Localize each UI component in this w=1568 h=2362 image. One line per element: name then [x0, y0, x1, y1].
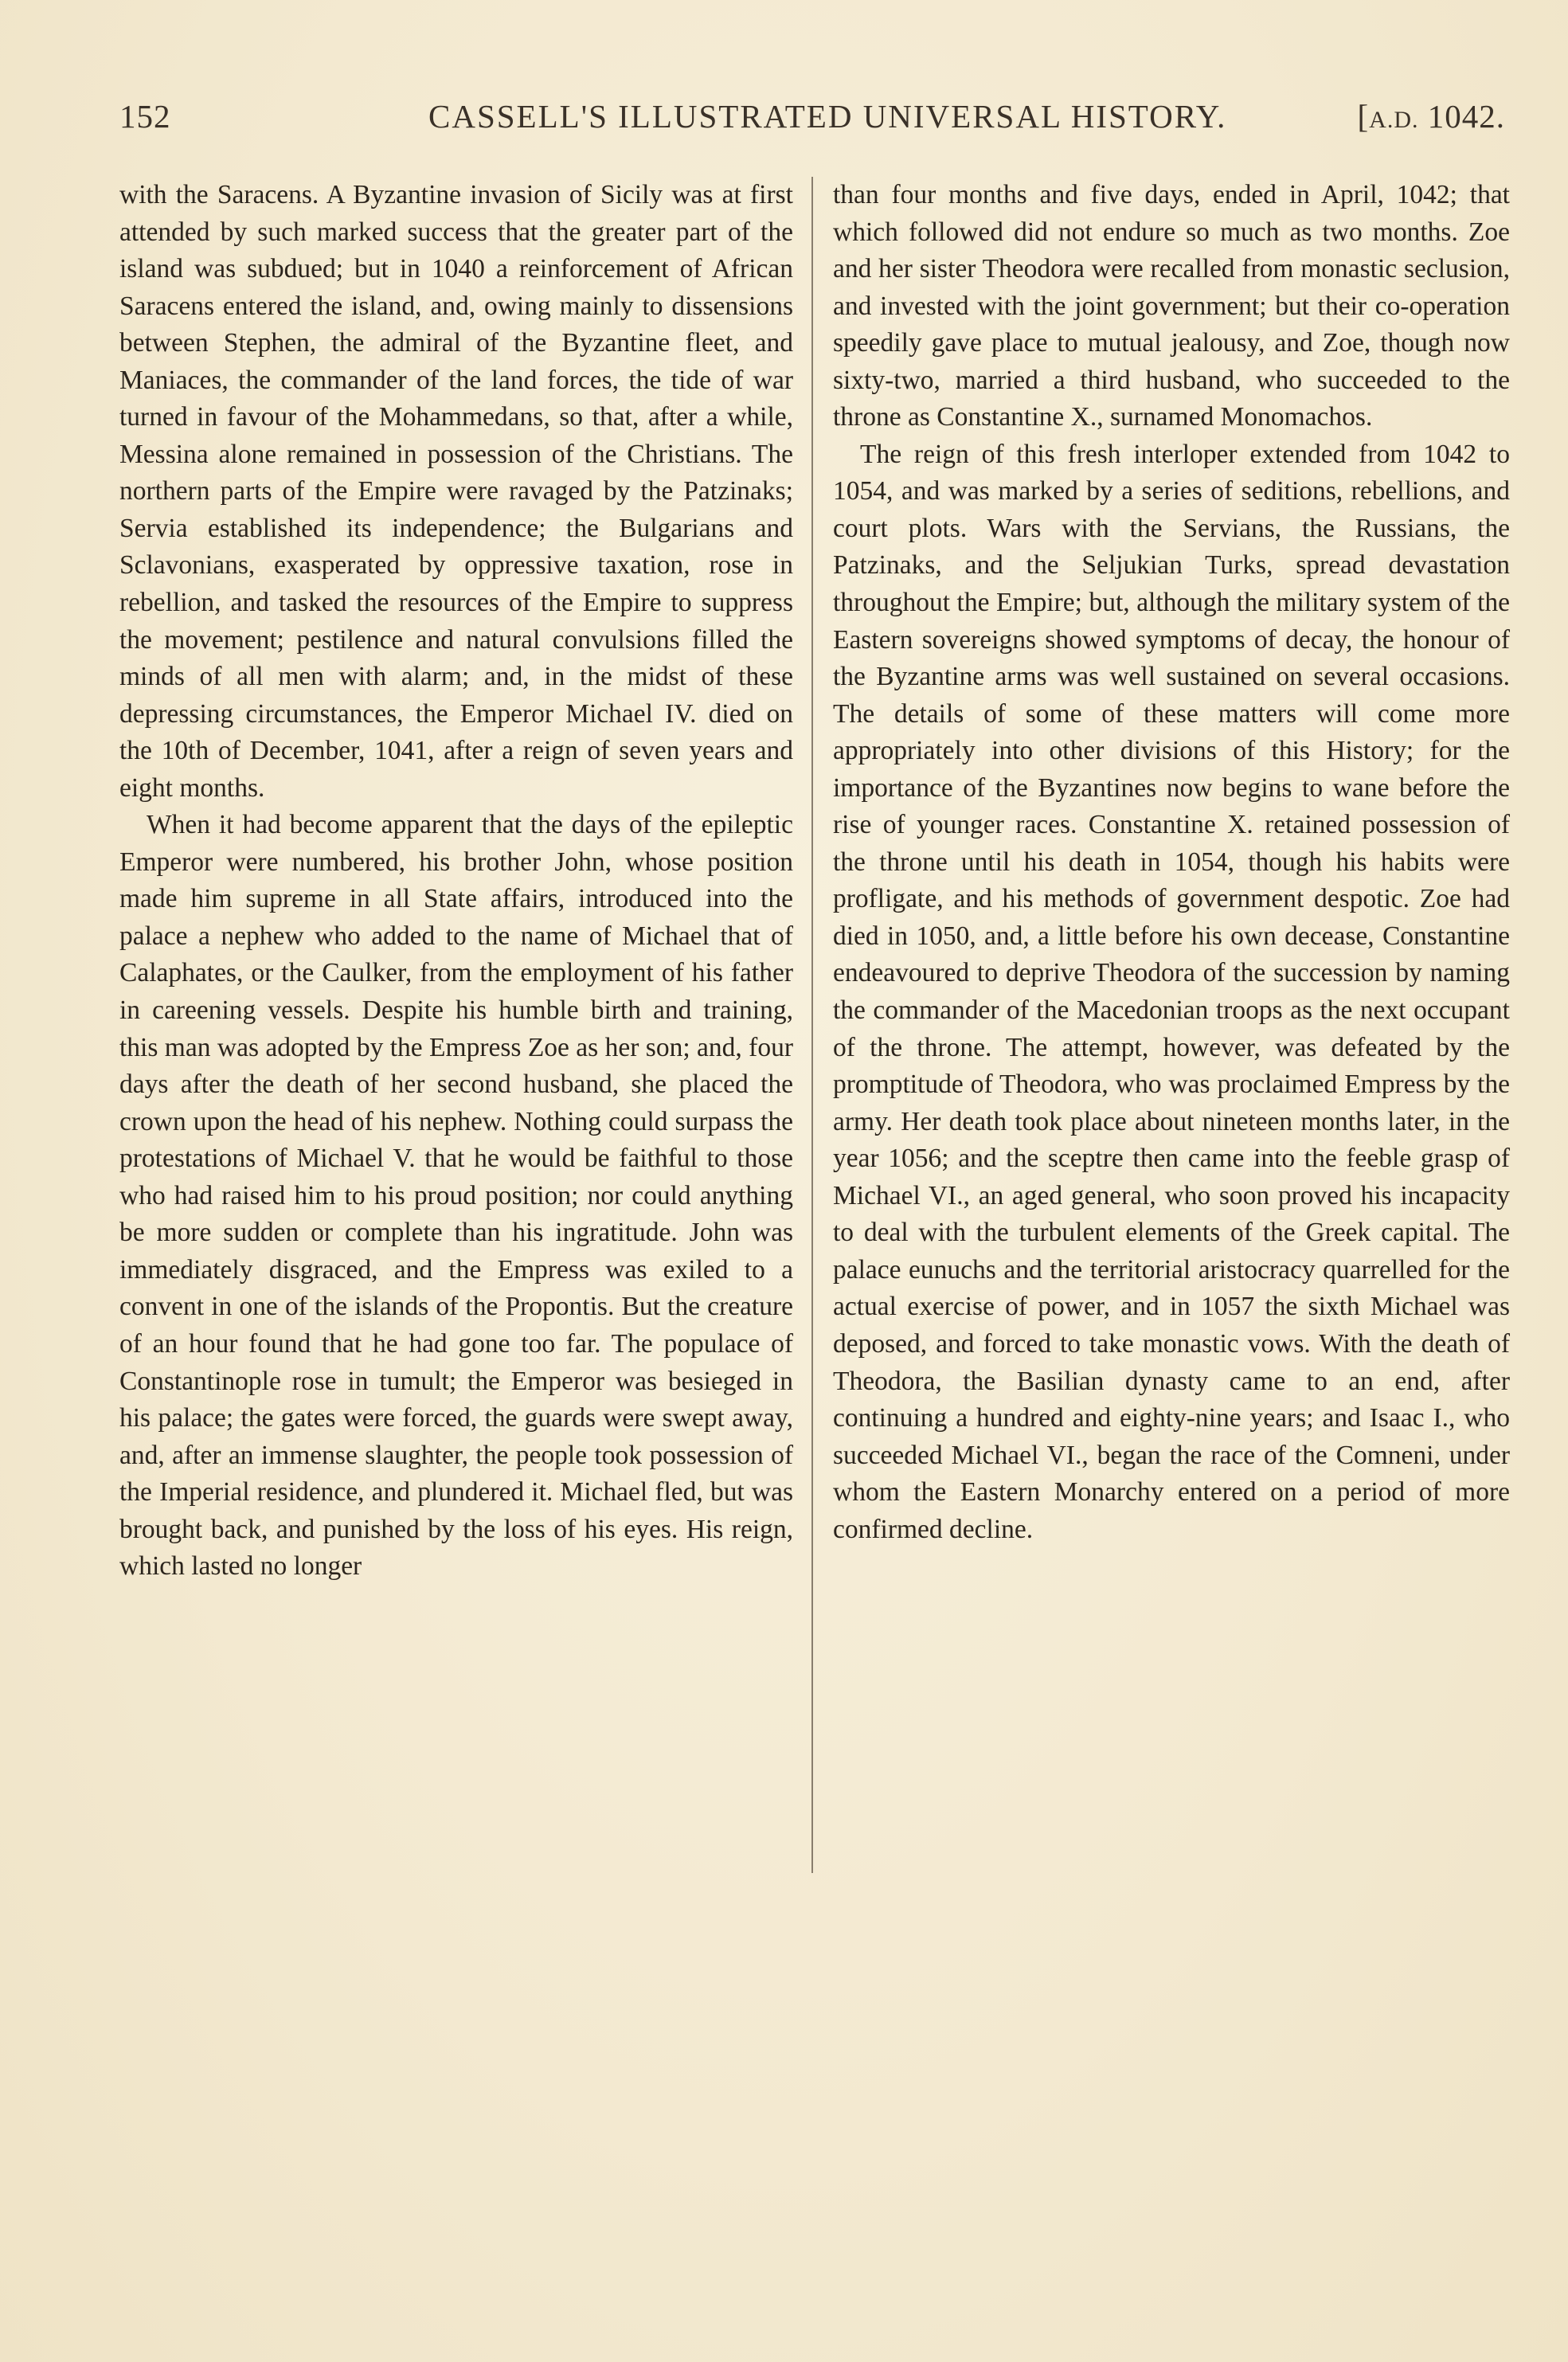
left-paragraph-1: with the Saracens. A Byzantine invasion of Sicily was at first attended by such marked success that the greater part of the island was subdued; but in 1040 a reinforcement of African Saracens entered the island, and, owing mainly to dissensions between Stephen, the admiral of the Byzantine fleet, and Maniaces, the commander of the land forces, the tide of war turned in favour of the Mohammedans, so that, after a while, Messina alone remained in possession of the Christians. The northern parts of the Empire were ravaged by the Patzinaks; Servia established its independence; the Bulgarians and Sclavonians, exasperated by oppressive taxation, rose in rebellion, and tasked the resources of the Empire to suppress the movement; pestilence and natural convulsions filled the minds of all men with alarm; and, in the midst of these depressing circumstances, the Emperor Michael IV. died on the 10th of December, 1041, after a reign of seven years and eight months. — [119, 180, 793, 803]
column-divider — [811, 177, 813, 1873]
date-year: 1042. — [1427, 98, 1505, 135]
left-column — [119, 177, 793, 1586]
date-era: A.D. — [1369, 107, 1419, 133]
running-header — [119, 97, 1505, 145]
right-paragraph-2: The reign of this fresh interloper extended from 1042 to 1054, and was marked by a series of seditions, rebellions, and court plots. Wars with the Servians, the Russians, the Patzinaks, and the Seljukian Turks, spread devastation throughout the Empire; but, although the military system of the Eastern sovereigns showed symptoms of decay, the honour of the Byzantine arms was well sustained on several occasions. The details of some of these matters will come more appropriately into other divisions of this History; for the importance of the Byzantines now begins to wane before the rise of younger races. Constantine X. retained possession of the throne until his death in 1054, though his habits were profligate, and his methods of government despotic. Zoe had died in 1050, and, a little before his own decease, Constantine endeavoured to deprive Theodora of the succession by naming the commander of the Macedonian troops as the next occupant of the throne. The attempt, however, was defeated by the promptitude of Theodora, who was proclaimed Empress by the army. Her death took place about nineteen months later, in the year 1056; and the sceptre then came into the feeble grasp of Michael VI., an aged general, who soon proved his incapacity to deal with the turbulent elements of the Greek capital. The palace eunuchs and the territorial aristocracy quarrelled for the actual exercise of power, and in 1057 the sixth Michael was deposed, and forced to take monastic vows. With the death of Theodora, the Basilian dynasty came to an end, after continuing a hundred and eighty-nine years; and Isaac I., who succeeded Michael VI., began the race of the Comneni, under whom the Eastern Monarchy entered on a period of more confirmed decline. — [833, 439, 1510, 1544]
running-title: CASSELL'S ILLUSTRATED UNIVERSAL HISTORY. — [428, 98, 1227, 135]
left-paragraph-2: When it had become apparent that the days of the epileptic Emperor were numbered, his brother John, whose position made him supreme in all State affairs, introduced into the palace a nephew who added to the name of Michael that of Calaphates, or the Caulker, from the employment of his father in careening vessels. Despite his humble birth and training, this man was adopted by the Empress Zoe as her son; and, four days after the death of her second husband, she placed the crown upon the head of his nephew. Nothing could surpass the protestations of Michael V. that he would be faithful to those who had raised him to his proud position; nor could anything be more sudden or complete than his ingratitude. John was immediately disgraced, and the Empress was exiled to a convent in one of the islands of the Propontis. But the creature of an hour found that he had gone too far. The populace of Constantinople rose in tumult; the Emperor was besieged in his palace; the gates were forced, the guards were swept away, and, after an immense slaughter, the people took possession of the Imperial residence, and plundered it. Michael fled, but was brought back, and punished by the loss of his eyes. His reign, which lasted no longer — [119, 810, 793, 1582]
right-column — [833, 177, 1510, 1548]
page-number: 152 — [119, 98, 171, 135]
right-paragraph-1: than four months and five days, ended in April, 1042; that which followed did not endure so much as two months. Zoe and her sister Theodora were recalled from monastic seclusion, and invested with the joint government; but their co-operation speedily gave place to mutual jealousy, and Zoe, though now sixty-two, married a third husband, who succeeded to the throne as Constantine X., surnamed Monomachos. — [833, 180, 1510, 432]
date-marker — [1358, 97, 1506, 135]
date-bracket: [ — [1357, 98, 1370, 135]
